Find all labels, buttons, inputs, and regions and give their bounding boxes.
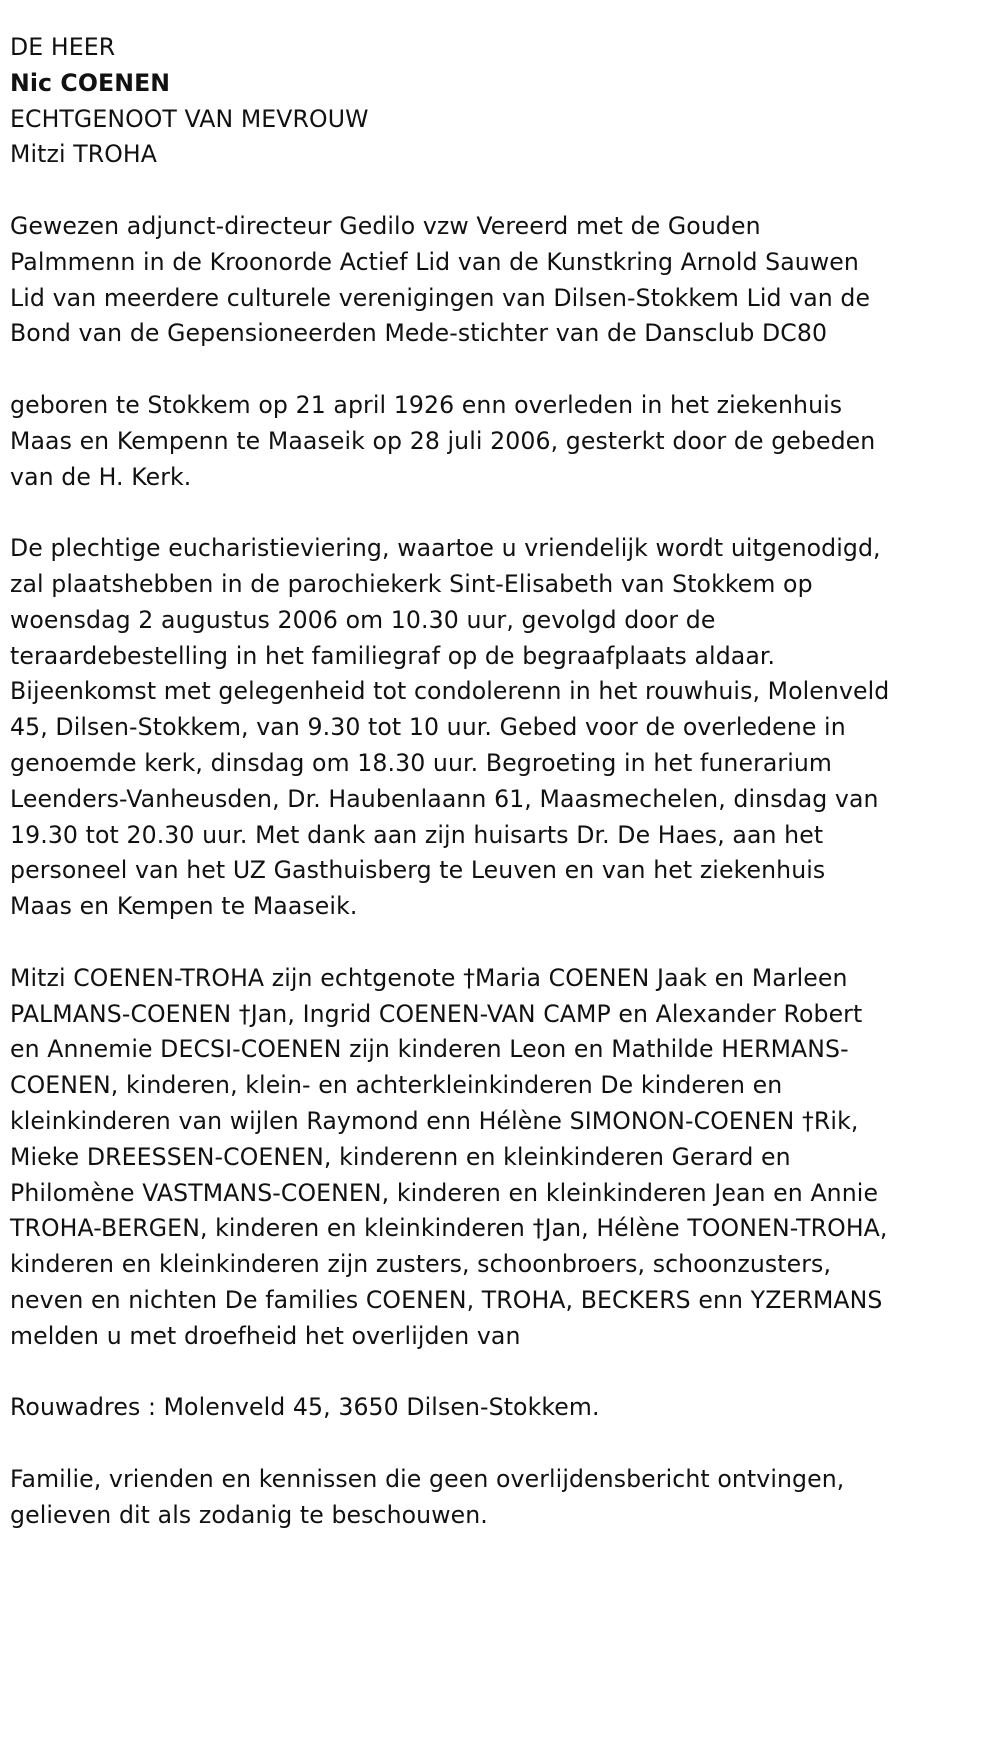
ceremony-paragraph: De plechtige eucharistieviering, waartoe u vriendelijk wordt uitgenodigd, zal plaatshebben in de parochiekerk Sint-Elisabeth van Stokkem op woensdag 2 augustus 2006 om 10.30 uur, gevolgd door de teraardebestelling in het familiegraf op de begraafplaats aldaar. Bijeenkomst met gelegenheid tot condolerenn in het rouwhuis, Molenveld 45, Dilsen-Stokkem, van 9.30 tot 10 uur. Gebed voor de overledene in genoemde kerk, dinsdag om 18.30 uur. Begroeting in het funerarium Leenders-Vanheusden, Dr. Haubenlaann 61, Maasmechelen, dinsdag van 19.30 tot 20.30 uur. Met dank aan zijn huisarts Dr. De Haes, aan het personeel van het UZ Gasthuisberg te Leuven en van het ziekenhuis Maas en Kempen te Maaseik. — [10, 534, 890, 921]
birth-death-paragraph: geboren te Stokkem op 21 april 1926 enn overleden in het ziekenhuis Maas en Kempenn te Maaseik op 28 juli 2006, gesterkt door de gebeden van de H. Kerk. — [10, 390, 876, 491]
spacer — [10, 1426, 890, 1462]
spacer — [10, 173, 890, 209]
deceased-name: Nic COENEN — [10, 68, 171, 97]
spouse-prefix: ECHTGENOOT VAN MEVROUW — [10, 104, 369, 133]
biography-paragraph: Gewezen adjunct-directeur Gedilo vzw Vereerd met de Gouden Palmmenn in de Kroonorde Actief Lid van de Kunstkring Arnold Sauwen Lid van meerdere culturele verenigingen van Dilsen-Stokkem Lid van de Bond van de Gepensioneerden Mede-stichter van de Dansclub DC80 — [10, 211, 871, 348]
spouse-name: Mitzi TROHA — [10, 140, 157, 169]
spacer — [10, 495, 890, 531]
closing-paragraph: Familie, vrienden en kennissen die geen overlijdensbericht ontvingen, gelieven dit als zodanig te beschouwen. — [10, 1464, 845, 1529]
spacer — [10, 1354, 890, 1390]
family-paragraph: Mitzi COENEN-TROHA zijn echtgenote †Maria COENEN Jaak en Marleen PALMANS-COENEN †Jan, Ingrid COENEN-VAN CAMP en Alexander Robert en Annemie DECSI-COENEN zijn kinderen Leon en Mathilde HERMANS-COENEN, kinderen, klein- en achterkleinkinderen De kinderen en kleinkinderen van wijlen Raymond enn Hélène SIMONON-COENEN †Rik, Mieke DREESSEN-COENEN, kinderenn en kleinkinderen Gerard en Philomène VASTMANS-COENEN, kinderen en kleinkinderen Jean en Annie TROHA-BERGEN, kinderen en kleinkinderen †Jan, Hélène TOONEN-TROHA, kinderen en kleinkinderen zijn zusters, schoonbroers, schoonzusters, neven en nichten De families COENEN, TROHA, BECKERS enn YZERMANS melden u met droefheid het overlijden van — [10, 963, 888, 1350]
spacer — [10, 925, 890, 961]
obituary-notice — [10, 30, 890, 1533]
spacer — [10, 352, 890, 388]
title-prefix: DE HEER — [10, 33, 116, 61]
address-paragraph: Rouwadres : Molenveld 45, 3650 Dilsen-Stokkem. — [10, 1393, 600, 1422]
